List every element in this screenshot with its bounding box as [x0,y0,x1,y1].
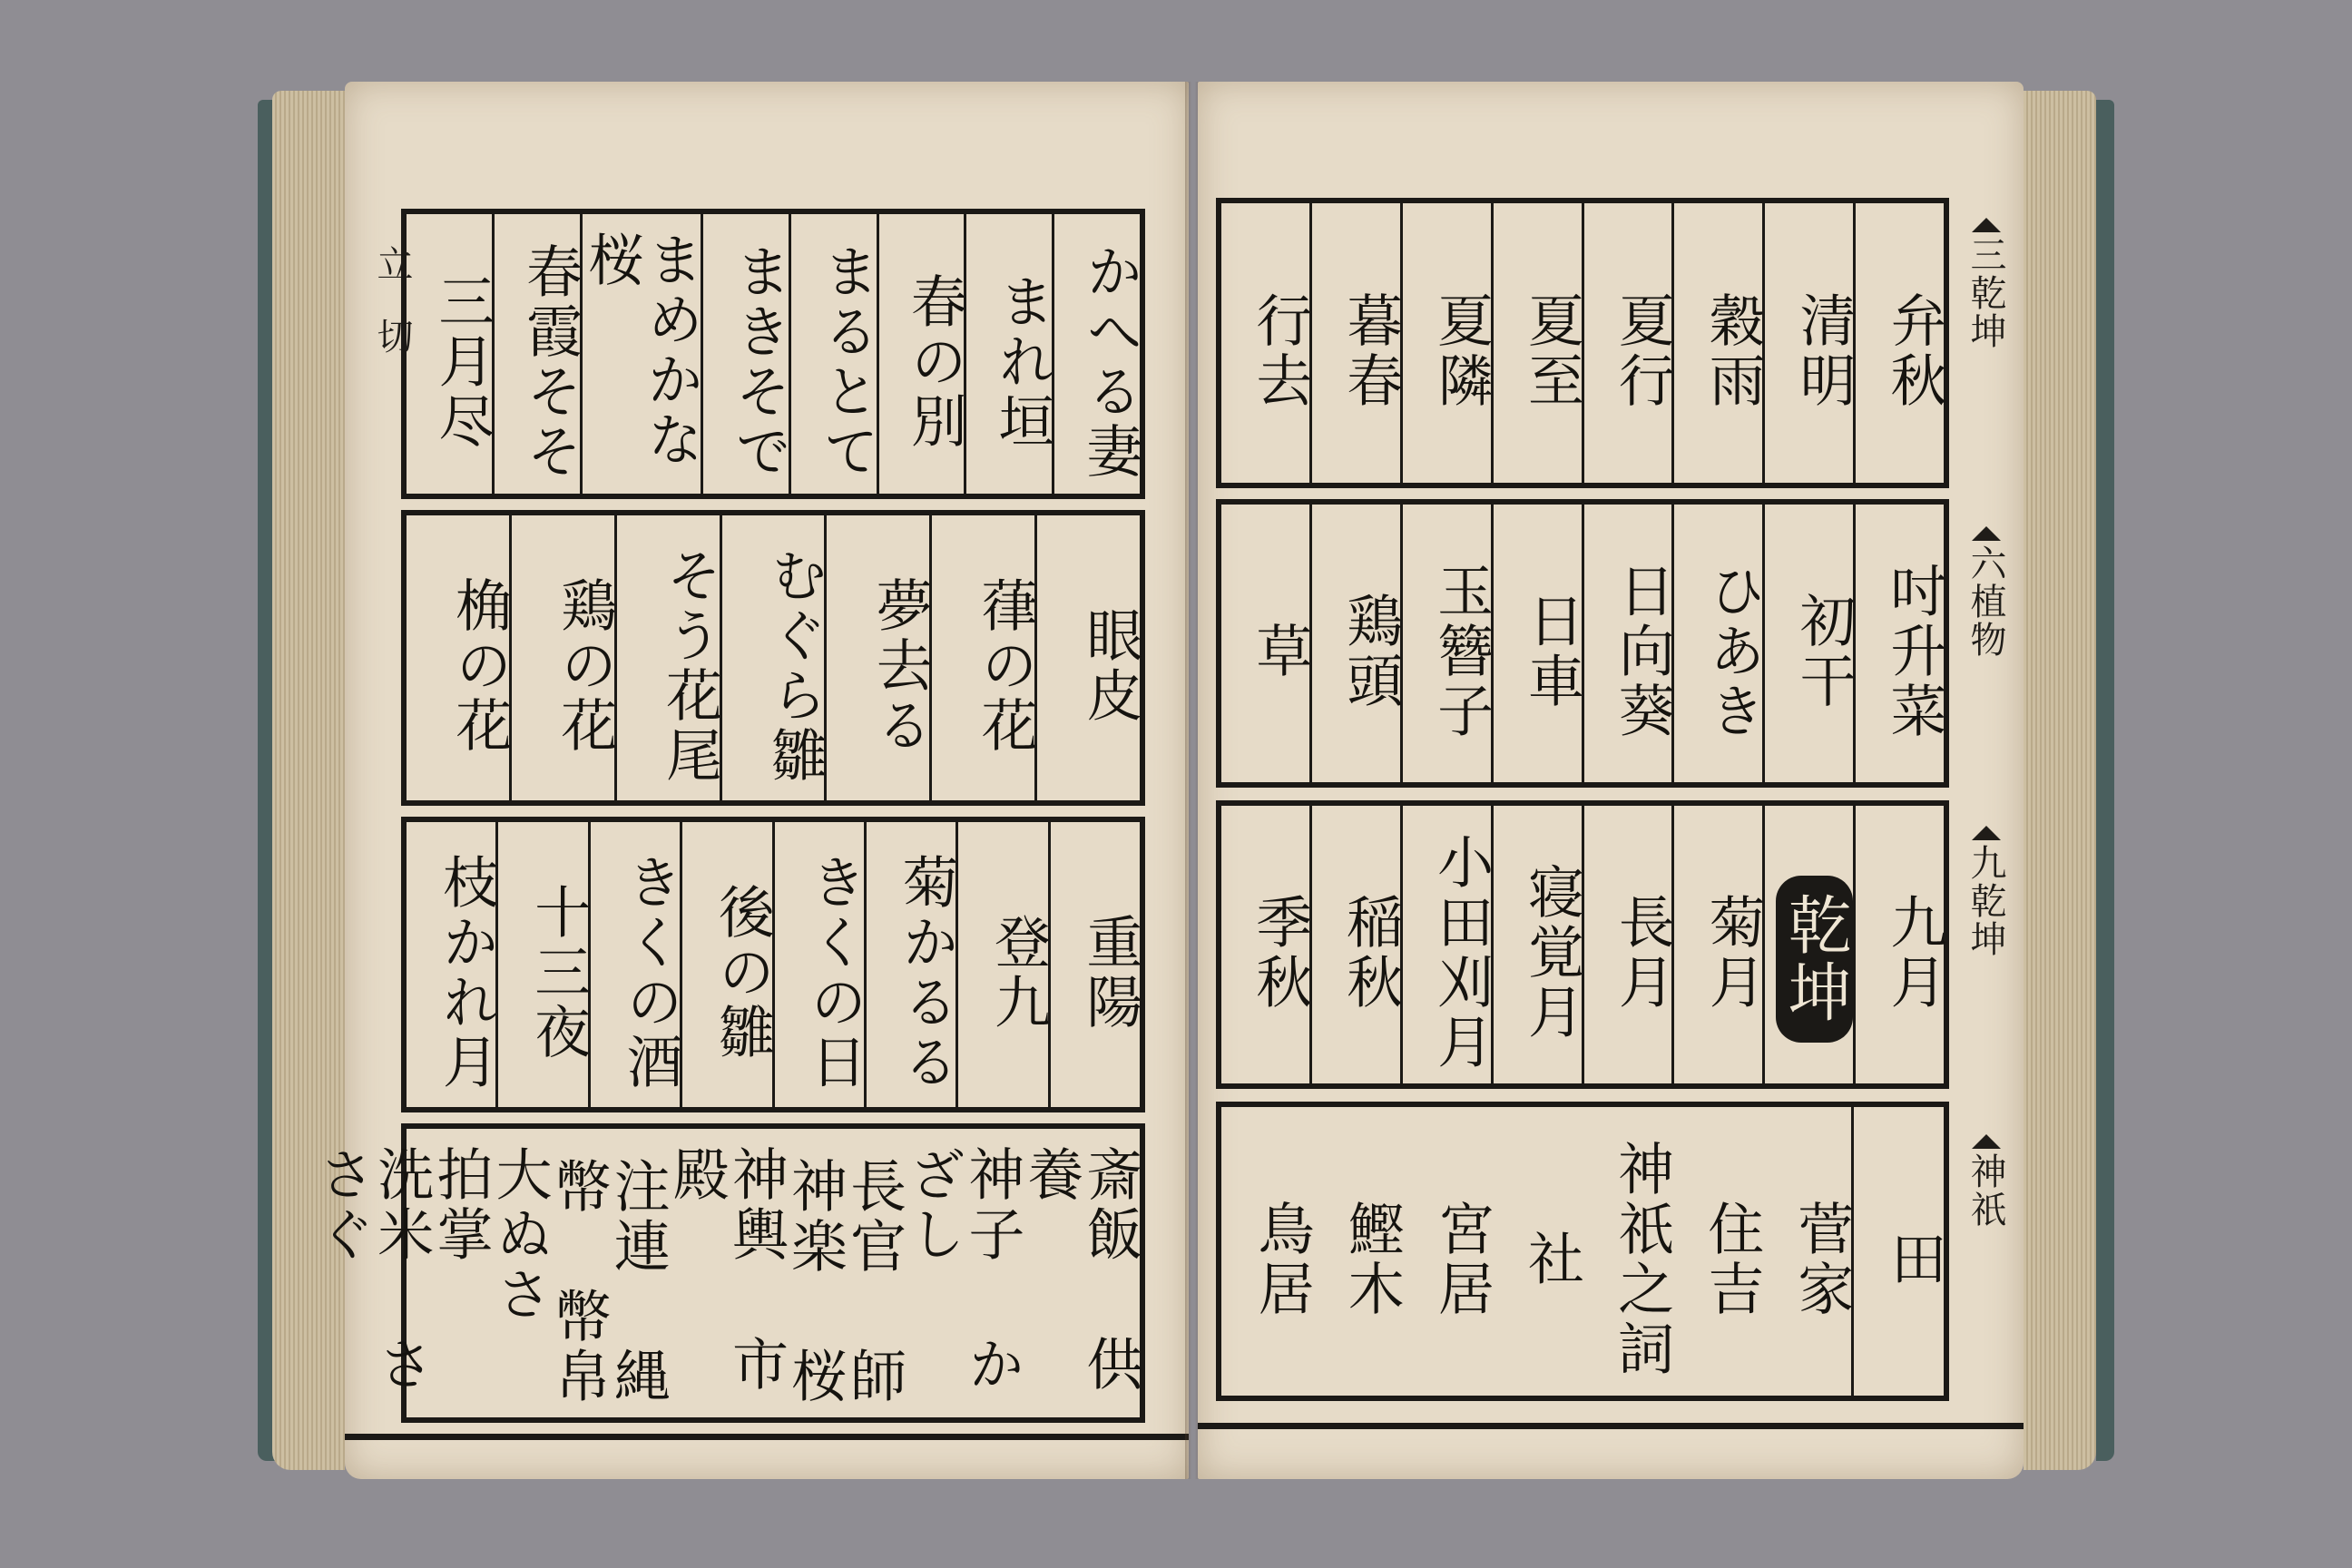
cell: 穀雨 [1671,203,1762,483]
left-band-4 [309,1123,1145,1423]
margin-tab-3 [1960,826,2012,958]
cell: まめかな桜 [580,214,701,494]
open-book [245,64,2123,1497]
cell: 重陽 [1048,822,1140,1107]
cell: 行去 [1246,291,1313,411]
cell: 寝覚月 [1491,806,1582,1083]
cell: 社 [1518,1230,1585,1289]
cell: 幣 幣帛 [545,1156,612,1406]
cell: 神楽 桜 [781,1156,848,1406]
cell: まきそで [701,214,789,494]
cell: 春の別 [877,214,965,494]
left-margin-label-2: 切 [371,318,413,356]
cell: まるとて [789,214,877,494]
right-band-3 [1216,800,1949,1089]
cell: 桷の花 [446,576,513,756]
cell: 葎の花 [929,515,1034,800]
margin-tab-1 [1960,218,2012,350]
triangle-marker-icon [1972,1134,2001,1149]
cell: 清明 [1762,203,1853,483]
cell: 暮春 [1309,203,1400,483]
triangle-marker-icon [1972,526,2001,541]
cell: 春霞そそ [492,214,580,494]
cell: 鳥居 [1249,1200,1316,1319]
cell: 稲秋 [1309,806,1400,1083]
left-page [309,82,1189,1479]
cell: 十三夜 [495,822,587,1107]
cell: 初干 [1762,505,1853,782]
cell: きくの日 [772,822,864,1107]
cell: 洗米 ささぐ [309,1145,435,1395]
cell: 吋升菜 [1853,505,1944,782]
cell: 鶏頭 [1309,505,1400,782]
right-cover-edge [2096,100,2114,1461]
margin-number: 六 [1965,544,2006,583]
cell: そう花尾 [614,515,720,800]
bottom-rule [1198,1423,2024,1429]
triangle-marker-icon [1972,826,2001,840]
cell: むぐら雛 [720,515,825,800]
triangle-marker-icon [1972,218,2001,232]
cell: 登九 [956,822,1047,1107]
black-title-box: 乾坤 [1776,876,1854,1043]
cell: 住吉 [1698,1200,1765,1319]
cell: 夢去る [824,515,929,800]
cell: 草 [1246,622,1313,681]
cell: 日車 [1491,505,1582,782]
cell: 夏隣 [1400,203,1491,483]
cell: 田 [1851,1107,1944,1396]
cell: まれ垣 [964,214,1052,494]
bottom-rule [345,1434,1189,1440]
right-band-2 [1216,499,1949,788]
cell: 大ぬさ 拍掌 [426,1145,554,1325]
cell: 季秋 [1246,893,1313,1013]
cell: 後の雛 [680,822,771,1107]
margin-number: 三 [1965,236,2006,274]
cell: 斎飯 供養 [1017,1145,1143,1395]
cell: 枝かれ月 [433,853,500,1093]
cell: 注連 縄 [604,1156,671,1406]
cell: 鰹木 [1338,1200,1406,1319]
cell: 菊かるる [864,822,956,1107]
cell: 宮居 [1428,1200,1495,1319]
right-band-1 [1216,198,1949,488]
margin-number: 九 [1965,844,2006,882]
cell: ひあき [1671,505,1762,782]
left-band-1 [401,209,1145,499]
cell: 三月尽 [428,272,495,452]
margin-tab-2 [1960,526,2012,659]
left-margin-label-1: 立 [371,245,413,283]
cell: かへる妻 [1052,214,1140,494]
cell: 菊月 [1671,806,1762,1083]
cell: 神祇之詞 [1608,1140,1675,1379]
margin-title: 乾坤 [1965,882,2006,958]
cell: 九月 [1853,806,1944,1083]
margin-title: 乾坤 [1965,274,2006,350]
right-band-4 [1216,1102,1949,1401]
right-page-stack [2024,91,2096,1470]
cell: 長官 師 [840,1156,907,1406]
cell: 眼皮 [1034,515,1140,800]
left-band-3 [401,817,1145,1112]
cell: 夏至 [1491,203,1582,483]
cell: 玉簪子 [1400,505,1491,782]
margin-title: 植物 [1965,583,2006,659]
left-band-2 [401,510,1145,806]
cell: 神子 かざし [899,1145,1025,1395]
cell: きくの酒 [588,822,680,1107]
cell: 日向葵 [1582,505,1672,782]
cell: 小田刈月 [1400,806,1491,1083]
cell [1762,806,1853,1083]
cell: 菅家 [1788,1200,1855,1319]
cell: 夏行 [1582,203,1672,483]
margin-title: 神祇 [1965,1152,2006,1229]
margin-tab-4 [1960,1134,2012,1229]
right-page [1198,82,2024,1479]
cell: 長月 [1582,806,1672,1083]
cell: 鶏の花 [509,515,614,800]
cell: 弁秋 [1853,203,1944,483]
cell: 神輿 市殿 [663,1145,789,1395]
